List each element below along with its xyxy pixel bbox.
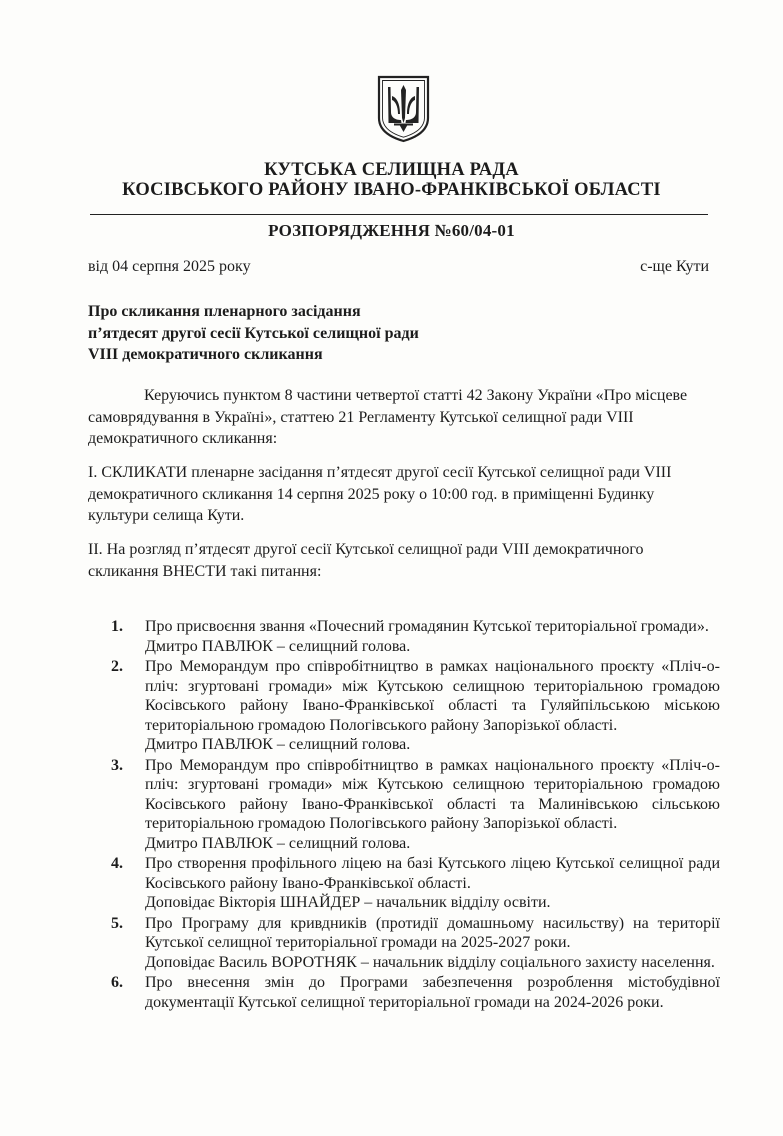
agenda-item-number: 5. xyxy=(111,914,123,932)
agenda-item-text: Про створення профільного ліцею на базі Кутського ліцею Кутської селищної ради Косівського району Івано-Франківської області. xyxy=(145,855,720,892)
agenda-item-text: Про Програму для кривдників (протидії домашньому насильству) на території Кутської селищної територіальної громади на 2025-2027 роки. xyxy=(145,914,720,951)
agenda-item-text: Про присвоєння звання «Почесний громадянин Кутської територіальної громади». xyxy=(145,618,709,635)
agenda-item xyxy=(104,617,720,656)
agenda-item-text: Про внесення змін до Програми забезпечення розроблення містобудівної документації Кутської селищної територіальної громади на 2024-2026 роки. xyxy=(145,974,720,1011)
agenda-item-number: 1. xyxy=(111,618,123,635)
council-name: КУТСЬКА СЕЛИЩНА РАДА xyxy=(264,160,519,180)
agenda-item xyxy=(104,854,720,913)
agenda-item-number: 4. xyxy=(111,855,123,872)
district-name: КОСІВСЬКОГО РАЙОНУ ІВАНО-ФРАНКІВСЬКОЇ ОБЛАСТІ xyxy=(122,180,661,200)
subject-line: Про скликання пленарного засідання xyxy=(88,303,361,320)
section-2-paragraph: II. На розгляд п’ятдесят другої сесії Кутської селищної ради VIII демократичного скликання ВНЕСТИ такі питання: xyxy=(88,541,644,580)
document-place: с-ще Кути xyxy=(640,258,709,275)
trident-coat-of-arms-icon xyxy=(376,74,431,143)
document-date: від 04 серпня 2025 року xyxy=(88,258,251,275)
agenda-list xyxy=(104,617,720,1013)
agenda-item-number: 6. xyxy=(111,974,123,991)
preamble-paragraph: Керуючись пунктом 8 частини четвертої статті 42 Закону України «Про місцеве самоврядування в Україні», статтею 21 Регламенту Кутської селищної ради VIII демократичного скликання: xyxy=(88,387,688,447)
agenda-item-speaker: Доповідає Вікторія ШНАЙДЕР – начальник відділу освіти. xyxy=(145,894,551,911)
agenda-item xyxy=(104,756,720,854)
document-subject xyxy=(88,301,419,366)
agenda-item-speaker: Дмитро ПАВЛЮК – селищний голова. xyxy=(145,736,411,753)
document-title: РОЗПОРЯДЖЕННЯ №60/04-01 xyxy=(268,221,515,240)
agenda-item-text: Про Меморандум про співробітництво в рамках національного проєкту «Пліч-о-пліч: згуртовані громади» між Кутською селищною територіальною громадою Косівського району Івано-Франківської області та Малинівською сільською територіальною громадою Пологівського району Запорізької області. xyxy=(145,756,720,832)
agenda-item-number: 3. xyxy=(111,756,123,774)
agenda-item-speaker: Доповідає Василь ВОРОТНЯК – начальник відділу соціального захисту населення. xyxy=(145,953,715,971)
subject-line: VIII демократичного скликання xyxy=(88,346,323,363)
agenda-item xyxy=(104,914,720,973)
agenda-item-speaker: Дмитро ПАВЛЮК – селищний голова. xyxy=(145,637,411,655)
subject-line: п’ятдесят другої сесії Кутської селищної ради xyxy=(88,324,419,342)
section-1-paragraph: I. СКЛИКАТИ пленарне засідання п’ятдесят другої сесії Кутської селищної ради VIII демократичного скликання 14 серпня 2025 року о 10:00 год. в приміщенні Будинку культури селища Кути. xyxy=(88,464,672,524)
agenda-item-speaker: Дмитро ПАВЛЮК – селищний голова. xyxy=(145,834,411,852)
agenda-item xyxy=(104,657,720,755)
header-divider xyxy=(90,214,708,215)
agenda-item xyxy=(104,973,720,1012)
agenda-item-text: Про Меморандум про співробітництво в рамках національного проєкту «Пліч-о-пліч: згуртовані громади» між Кутською селищною територіальною громадою Косівського району Івано-Франківської області та Гуляйпільською міською територіальною громадою Пологівського району Запорізької області. xyxy=(145,658,720,734)
agenda-item-number: 2. xyxy=(111,658,123,675)
